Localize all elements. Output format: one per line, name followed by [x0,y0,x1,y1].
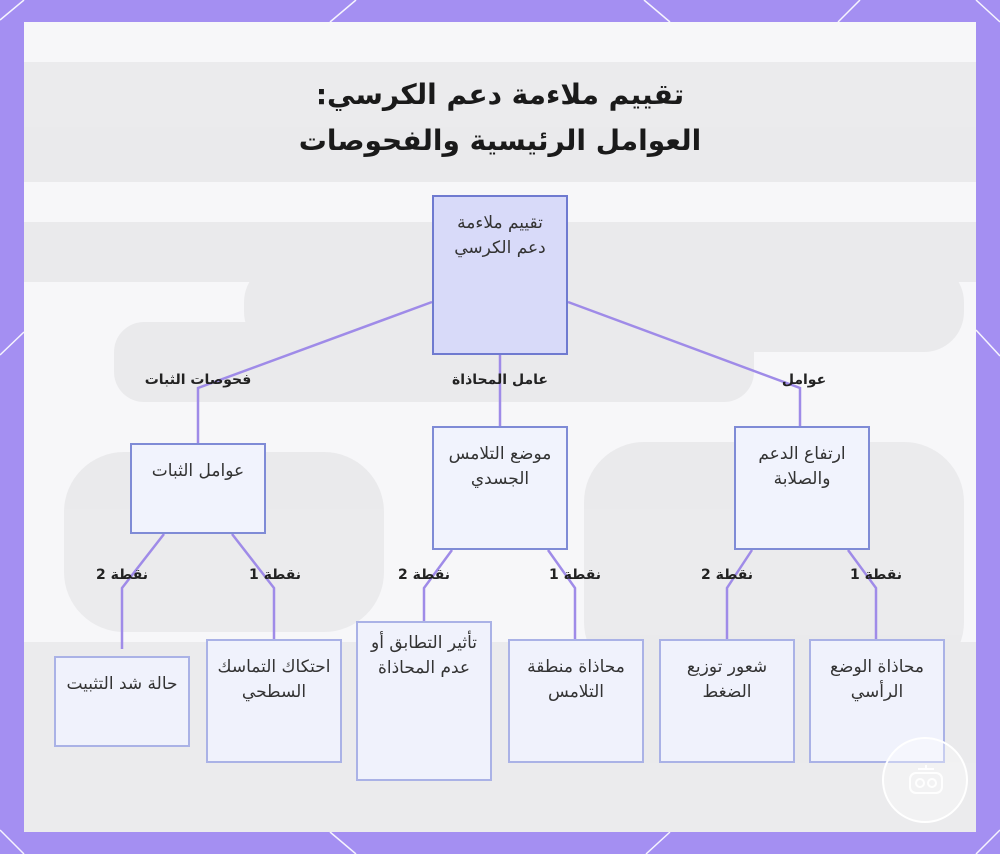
node-body-contact: موضع التلامس الجسدي [432,426,568,550]
edge-support-vertical [848,550,876,639]
diagram-panel [24,22,976,832]
edge-label-point1-b: نقطة 1 [548,567,602,583]
edge-label-point2-b: نقطة 2 [397,567,451,583]
edge-label-point2-c: نقطة 2 [700,567,754,583]
edge-label-point2-a: نقطة 2 [95,567,149,583]
teapot-logo-icon [904,759,948,803]
edge-label-stability-checks: فحوصات الثبات [144,372,252,388]
edge-support-pressure [727,550,752,639]
edge-label-point1-a: نقطة 1 [248,567,302,583]
edge-contact-fit [424,550,452,621]
node-contact-alignment: محاذاة منطقة التلامس [508,639,644,763]
edge-label-point1-c: نقطة 1 [849,567,903,583]
node-surface-friction: احتكاك التماسك السطحي [206,639,342,763]
node-fit-effect: تأثير التطابق أو عدم المحاذاة [356,621,492,781]
node-pressure-distribution: شعور توزيع الضغط [659,639,795,763]
edge-stability-friction [232,534,274,639]
node-vertical-alignment: محاذاة الوضع الرأسي [809,639,945,763]
node-stability-factors: عوامل الثبات [130,443,266,534]
node-support-height: ارتفاع الدعم والصلابة [734,426,870,550]
edge-label-alignment-factor: عامل المحاذاة [452,372,548,388]
edge-label-factors: عوامل [781,372,827,388]
edge-contact-alignment [548,550,575,639]
logo-badge [882,737,968,823]
node-anchor-tension: حالة شد التثبيت [54,656,190,747]
node-root: تقييم ملاءمة دعم الكرسي [432,195,568,355]
edge-root-support [568,302,800,426]
edge-stability-anchor [122,534,164,649]
title-line-2: العوامل الرئيسية والفحوصات [298,124,702,157]
title-line-1: تقييم ملاءمة دعم الكرسي: [315,78,685,111]
